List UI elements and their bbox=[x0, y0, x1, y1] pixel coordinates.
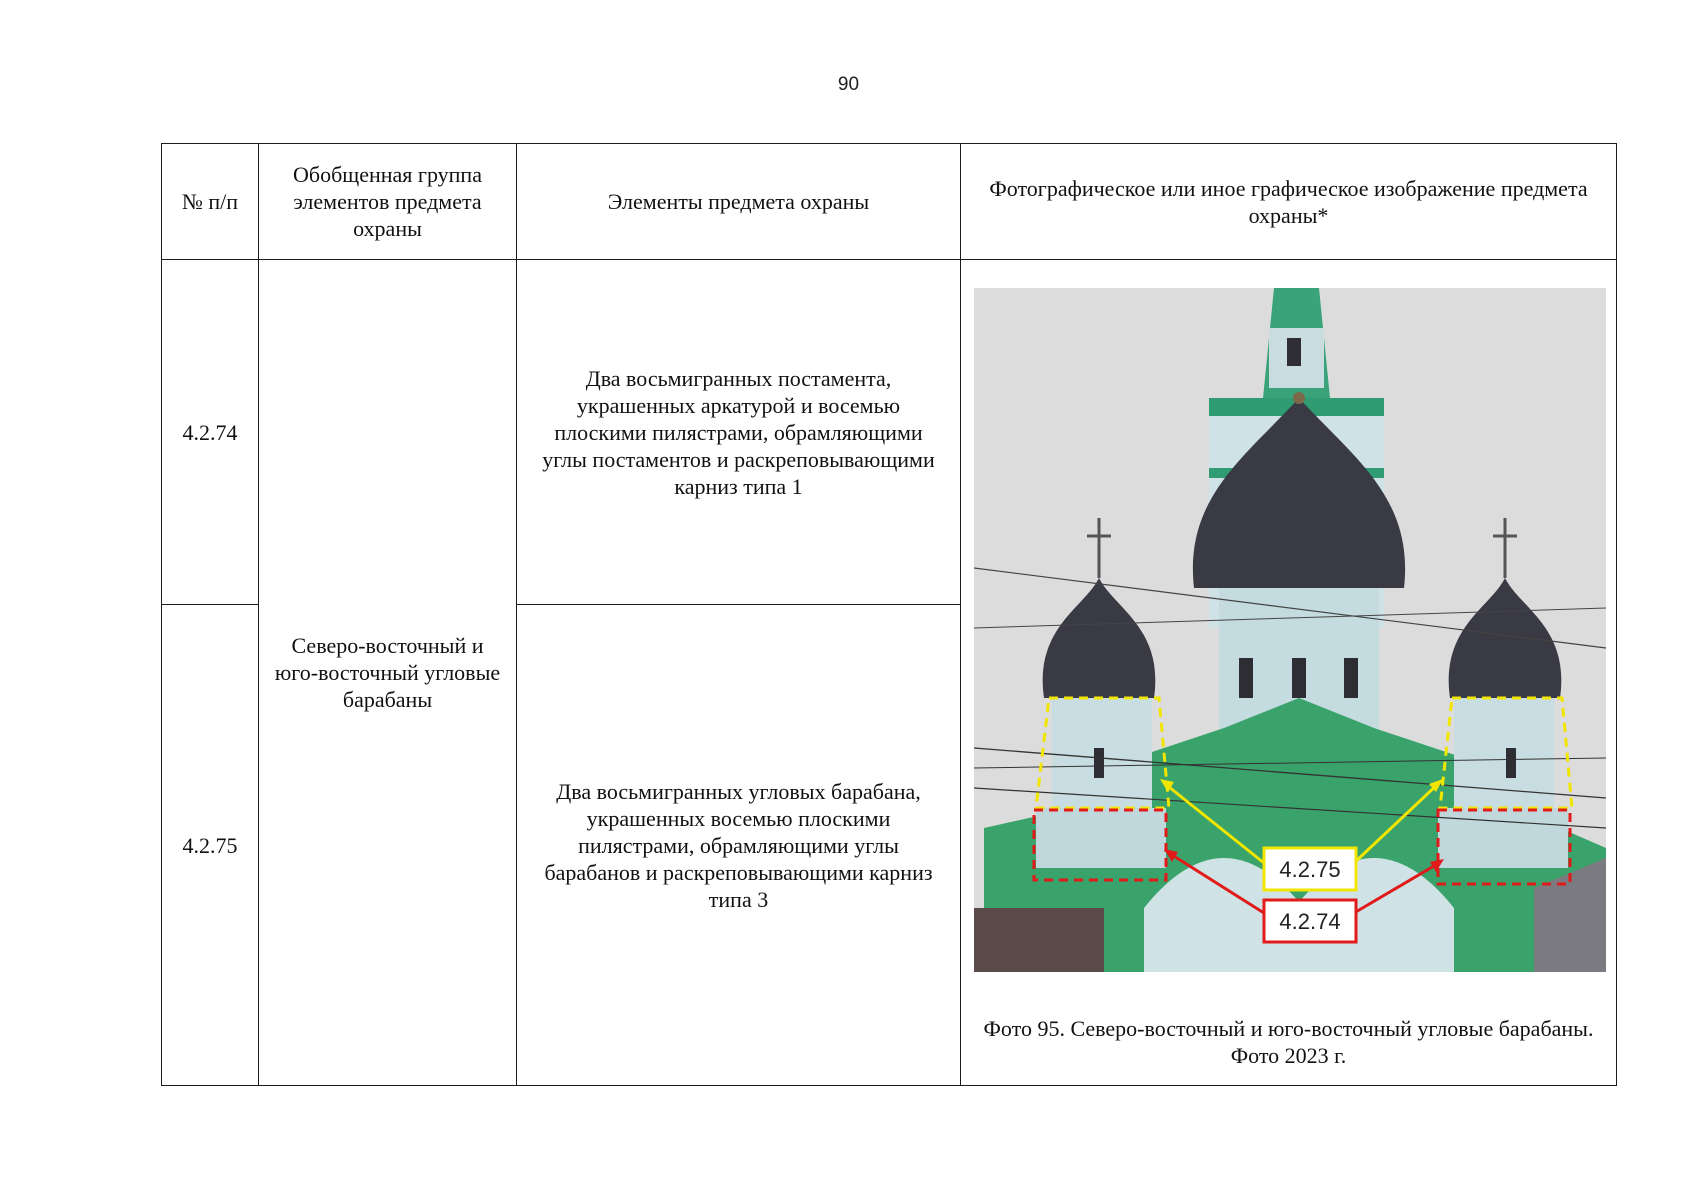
protection-table bbox=[161, 143, 1617, 1086]
header-row bbox=[162, 144, 1617, 260]
element-description: Два восьмигранных угловых барабана, украшенных восемью плоскими пилястрами, обрамляющими углы барабанов и раскреповывающими карниз типа 3 bbox=[517, 605, 961, 1086]
table-row bbox=[162, 260, 1617, 605]
header-group: Обобщенная группа элементов предмета охраны bbox=[259, 144, 517, 260]
row-number: 4.2.74 bbox=[162, 260, 259, 605]
church-photo bbox=[974, 288, 1606, 972]
header-elements: Элементы предмета охраны bbox=[517, 144, 961, 260]
page-number: 90 bbox=[837, 74, 860, 95]
photo-cell bbox=[961, 260, 1617, 1086]
header-num: № п/п bbox=[162, 144, 259, 260]
callout-yellow-label: 4.2.75 bbox=[1279, 857, 1341, 882]
group-cell: Северо-восточный и юго-восточный угловые барабаны bbox=[259, 260, 517, 1086]
photo-caption: Фото 95. Северо-восточный и юго-восточный угловые барабаны. Фото 2023 г. bbox=[983, 1016, 1594, 1068]
callout-red-label: 4.2.74 bbox=[1279, 909, 1341, 934]
row-number: 4.2.75 bbox=[162, 605, 259, 1086]
header-image: Фотографическое или иное графическое изображение предмета охраны* bbox=[961, 144, 1617, 260]
element-description: Два восьмигранных постамента, украшенных аркатурой и восемью плоскими пилястрами, обрамляющими углы постаментов и раскреповывающими карниз типа 1 bbox=[517, 260, 961, 605]
